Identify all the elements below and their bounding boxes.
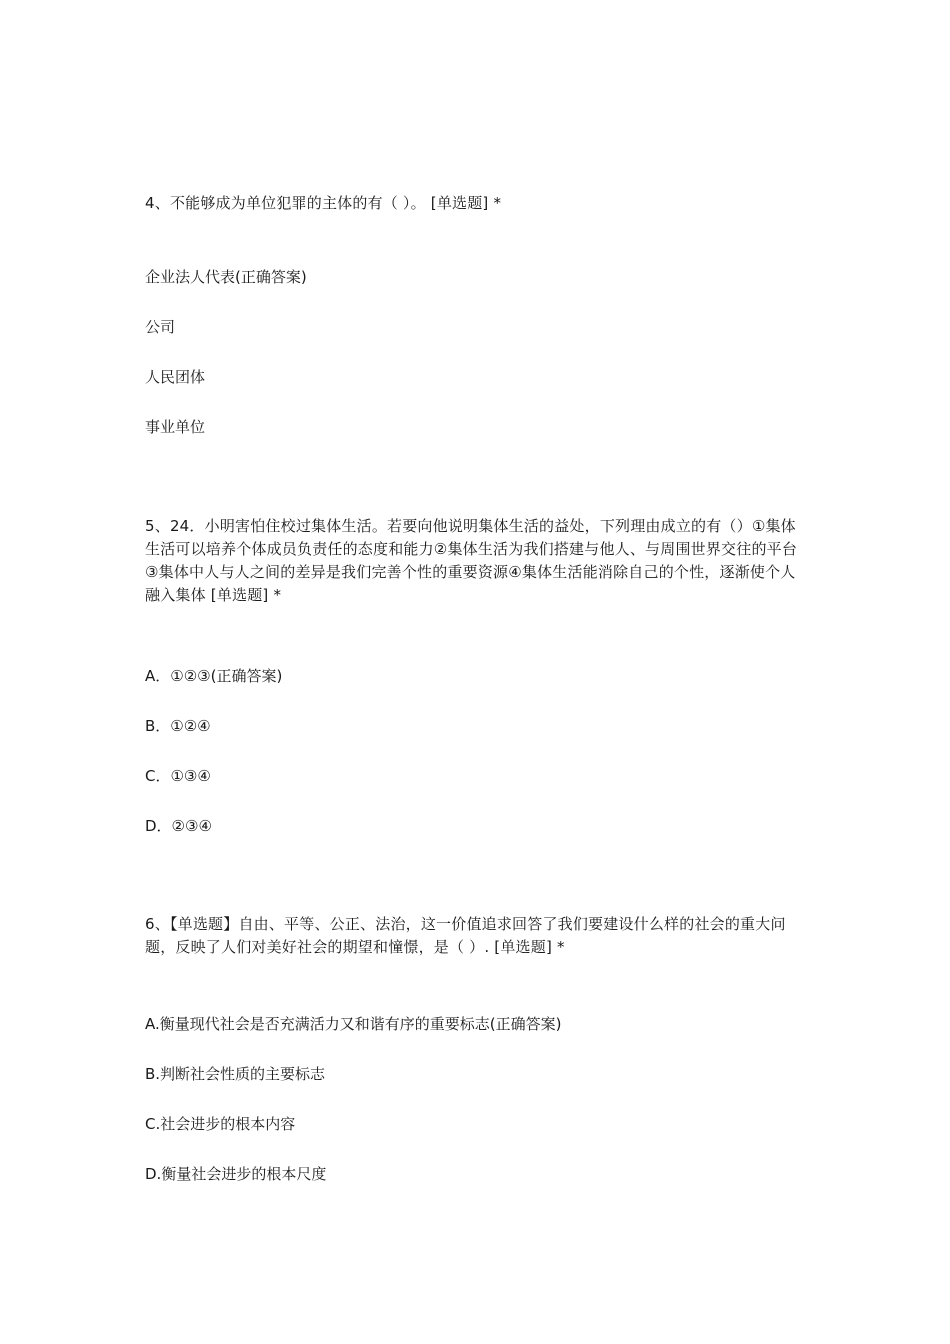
question-5: [145, 515, 810, 835]
option-3[interactable]: 人民团体: [145, 368, 206, 386]
option-c[interactable]: C．①③④: [145, 767, 211, 785]
option-d[interactable]: D.衡量社会进步的根本尺度: [145, 1165, 327, 1183]
option-4[interactable]: 事业单位: [145, 418, 206, 436]
option-1[interactable]: 企业法人代表(正确答案): [145, 268, 307, 286]
option-b[interactable]: B．①②④: [145, 717, 211, 735]
question-4: [145, 192, 810, 436]
option-b[interactable]: B.判断社会性质的主要标志: [145, 1065, 326, 1083]
question-stem: 4、不能够成为单位犯罪的主体的有（ ）。 [单选题] *: [145, 194, 502, 212]
option-c[interactable]: C.社会进步的根本内容: [145, 1115, 296, 1133]
question-stem: 6、【单选题】自由、平等、公正、法治，这一价值追求回答了我们要建设什么样的社会的重大问题，反映了人们对美好社会的期望和憧憬，是（ ）. [单选题] *: [145, 915, 786, 956]
option-a[interactable]: A.衡量现代社会是否充满活力又和谐有序的重要标志(正确答案): [145, 1015, 562, 1033]
option-2[interactable]: 公司: [145, 318, 176, 336]
question-stem: 5、24．小明害怕住校过集体生活。若要向他说明集体生活的益处，下列理由成立的有（）①集体生活可以培养个体成员负责任的态度和能力②集体生活为我们搭建与他人、与周围世界交往的平台③集体中人与人之间的差异是我们完善个性的重要资源④集体生活能消除自己的个性，逐渐使个人融入集体 [单选题] *: [145, 517, 798, 604]
option-d[interactable]: D．②③④: [145, 817, 212, 835]
option-a[interactable]: A．①②③(正确答案): [145, 667, 283, 685]
question-6: [145, 913, 810, 1183]
